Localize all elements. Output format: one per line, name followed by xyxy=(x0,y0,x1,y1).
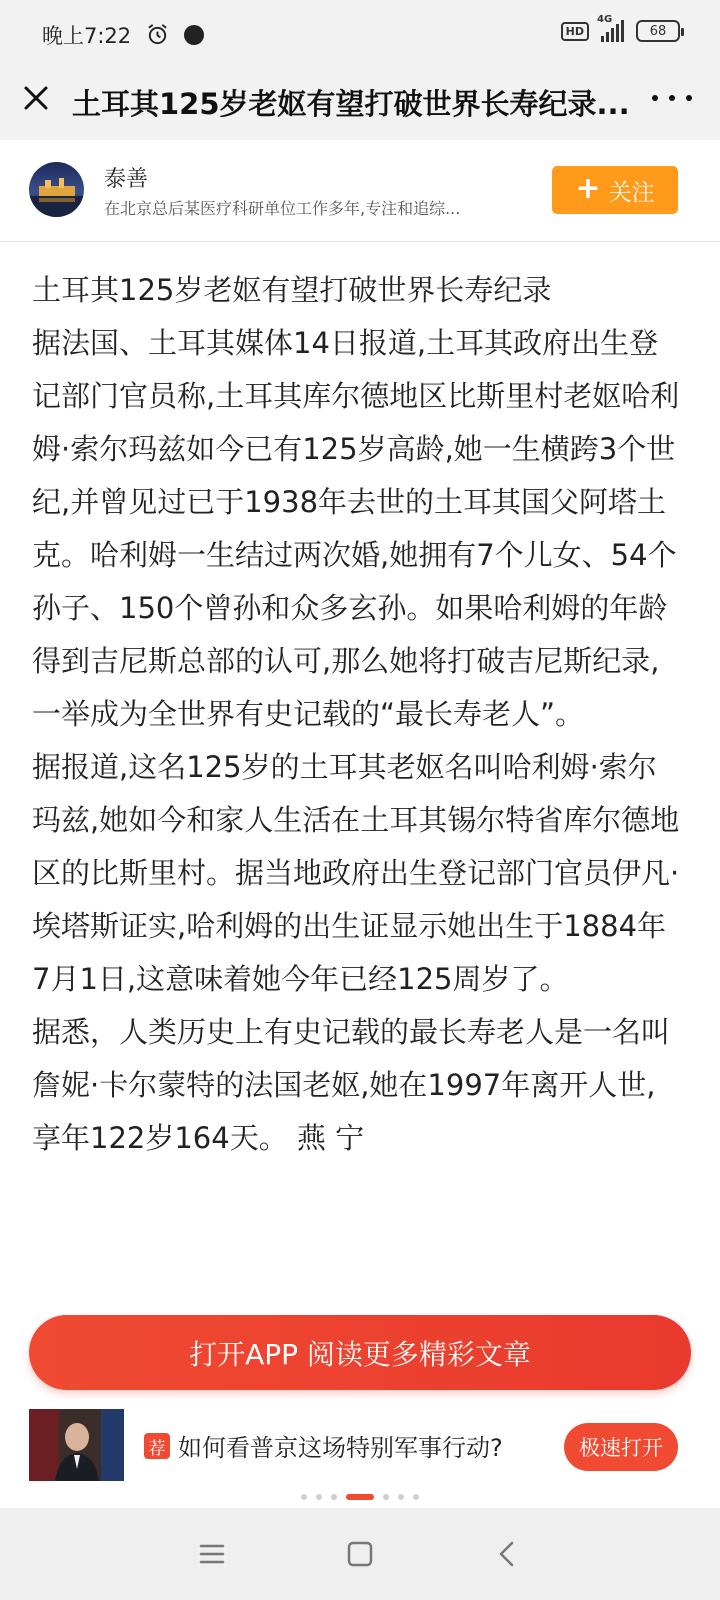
home-icon[interactable] xyxy=(340,1534,380,1574)
open-app-button[interactable]: 打开APP 阅读更多精彩文章 xyxy=(29,1315,691,1390)
avatar[interactable] xyxy=(29,162,84,217)
pager-dot[interactable] xyxy=(331,1494,337,1500)
pager-dot[interactable] xyxy=(413,1494,419,1500)
signal-icon xyxy=(597,14,624,42)
back-icon[interactable] xyxy=(488,1534,528,1574)
recommend-tag: 荐 xyxy=(144,1433,170,1459)
nav-bar xyxy=(0,68,720,140)
more-options-icon[interactable] xyxy=(652,86,692,110)
article-body xyxy=(0,242,720,1165)
recommendation-thumbnail[interactable] xyxy=(29,1409,124,1481)
pager-dot[interactable] xyxy=(301,1494,307,1500)
close-icon[interactable] xyxy=(20,82,52,114)
battery-level: 68 xyxy=(649,23,667,39)
top-area xyxy=(0,0,720,140)
notification-dot-icon xyxy=(184,25,204,45)
article-paragraph: 土耳其125岁老妪有望打破世界长寿纪录 xyxy=(32,273,552,307)
hd-badge: HD xyxy=(561,22,589,41)
article-paragraph: 据法国、土耳其媒体14日报道,土耳其政府出生登记部门官员称,土耳其库尔德地区比斯里村老妪哈利姆·索尔玛兹如今已有125岁高龄,她一生横跨3个世纪,并曾见过已于1938年去世的土耳其国父阿塔土克。哈利姆一生结过两次婚,她拥有7个儿女、54个孙子、150个曾孙和众多玄孙。如果哈利姆的年龄得到吉尼斯总部的认可,那么她将打破吉尼斯纪录,一举成为全世界有史记载的“最长寿老人”。 xyxy=(32,326,680,731)
pager-dot-active[interactable] xyxy=(346,1494,374,1500)
status-bar xyxy=(0,0,720,68)
pager-dot[interactable] xyxy=(383,1494,389,1500)
author-name[interactable]: 泰善 xyxy=(104,167,149,192)
page-title: 土耳其125岁老妪有望打破世界长寿纪录... xyxy=(72,87,630,121)
author-description: 在北京总后某医疗科研单位工作多年,专注和追综... xyxy=(104,199,461,218)
status-time: 晚上7:22 xyxy=(42,24,132,48)
fast-open-button[interactable]: 极速打开 xyxy=(564,1423,678,1471)
status-indicators xyxy=(561,14,680,42)
pager-dot[interactable] xyxy=(316,1494,322,1500)
alarm-clock-icon xyxy=(146,23,169,46)
network-type: 4G xyxy=(597,14,613,25)
article-paragraph: 据报道,这名125岁的土耳其老妪名叫哈利姆·索尔玛兹,她如今和家人生活在土耳其锡尔特省库尔德地区的比斯里村。据当地政府出生登记部门官员伊凡·埃塔斯证实,哈利姆的出生证显示她出生于1884年7月1日,这意味着她今年已经125周岁了。 xyxy=(32,750,680,996)
follow-button[interactable] xyxy=(552,166,678,214)
follow-label: 关注 xyxy=(608,179,655,206)
battery-icon xyxy=(636,20,680,42)
recommendation-row[interactable] xyxy=(0,1400,720,1495)
recommendation-title[interactable]: 如何看普京这场特别军事行动? xyxy=(178,1434,503,1462)
article-paragraph: 据悉，人类历史上有史记载的最长寿老人是一名叫詹妮·卡尔蒙特的法国老妪,她在1997年离开人世,享年122岁164天。 燕 宁 xyxy=(32,1015,671,1155)
pager-dot[interactable] xyxy=(398,1494,404,1500)
carousel-pager xyxy=(0,1492,720,1502)
system-nav-bar xyxy=(0,1508,720,1600)
menu-icon[interactable] xyxy=(192,1534,232,1574)
plus-icon: + xyxy=(575,170,601,206)
author-row xyxy=(0,140,720,242)
